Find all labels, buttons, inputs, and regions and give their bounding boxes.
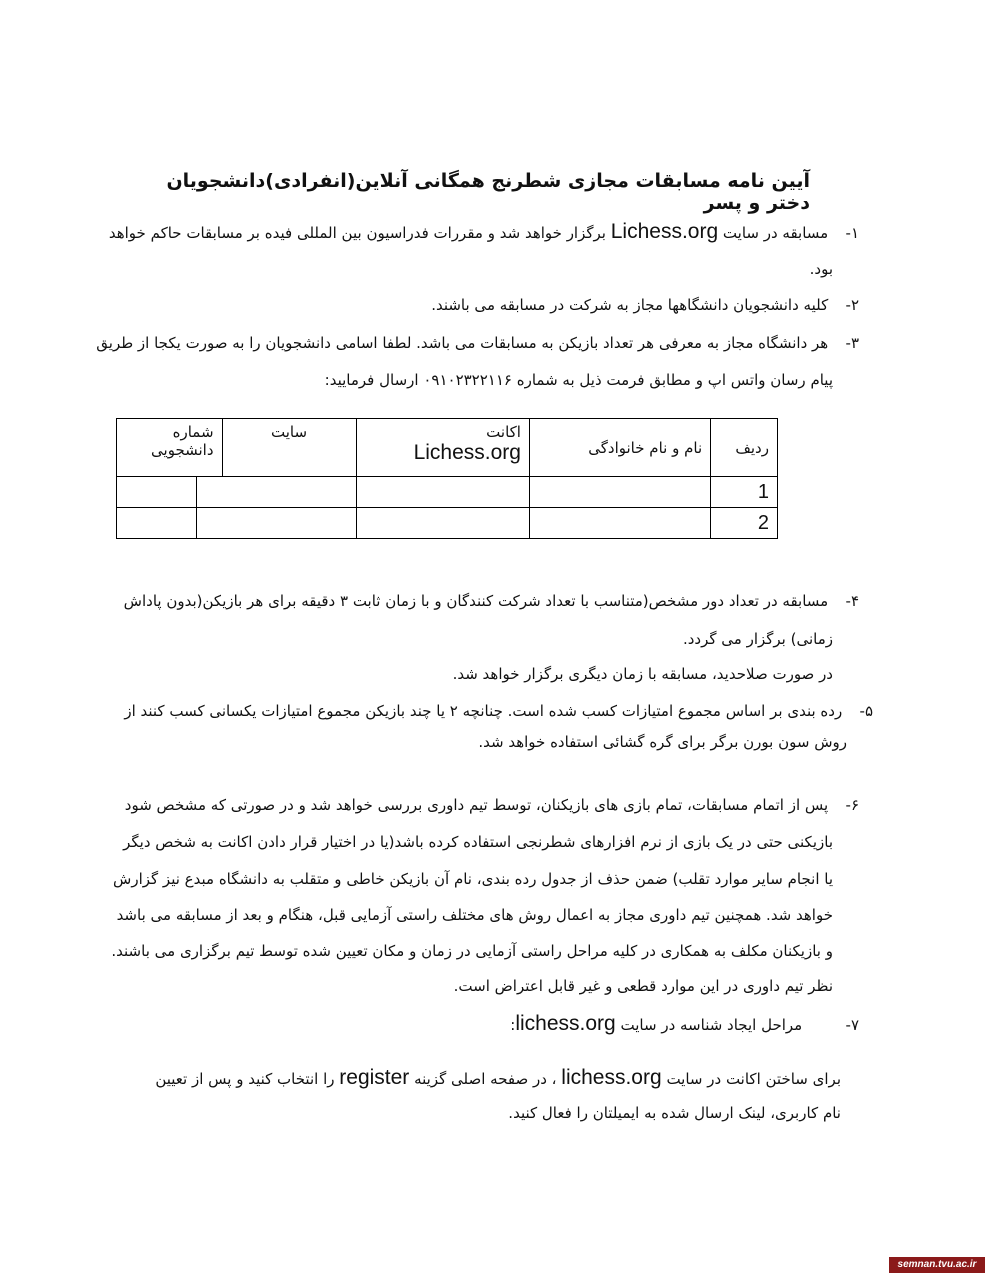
header-student-no: شماره دانشجویی [151, 423, 214, 459]
row-number: 2 [711, 508, 778, 539]
item-6-line-2: بازیکنی حتی در یک بازی از نرم افزارهای شطرنجی استفاده کرده باشد(یا در اختیار قرار دادن اکانت به شخص دیگر [123, 833, 833, 851]
footer-watermark: semnan.tvu.ac.ir [889, 1257, 985, 1273]
table-row [117, 508, 778, 539]
table-cell [117, 508, 357, 539]
table-cell [356, 477, 529, 508]
table-cell [529, 508, 710, 539]
registration-table [116, 418, 778, 539]
table-row [117, 477, 778, 508]
item-7-line-1: ۷- مراحل ایجاد شناسه در سایت lichess.org: [510, 1012, 859, 1035]
item-6-line-1: ۶- پس از اتمام مسابقات، تمام بازی های بازیکنان، توسط تیم داوری بررسی خواهد شد و در صورتی که مشخص شود [124, 796, 859, 814]
item-6-line-6: نظر تیم داوری در این موارد قطعی و غیر قابل اعتراض است. [453, 977, 833, 995]
site-name: lichess.org [561, 1066, 662, 1089]
table-header-row [117, 419, 778, 477]
item-3-line-1: ۳- هر دانشگاه مجاز به معرفی هر تعداد بازیکن به مسابقات می باشد. لطفا اسامی دانشجویان را به صورت یکجا از طریق [96, 334, 859, 352]
item-5-line-2: روش سون بورن برگر برای گره گشائی استفاده خواهد شد. [478, 733, 847, 751]
header-full-name: نام و نام خانوادگی [529, 419, 710, 477]
table-cell [529, 477, 710, 508]
header-site: سایت [222, 419, 356, 476]
document-title: آیین نامه مسابقات مجازی شطرنج همگانی آنلاین(انفرادی)دانشجویان دختر و پسر [166, 170, 810, 214]
item-3-line-2: پیام رسان واتس اپ و مطابق فرمت ذیل به شماره ۰۹۱۰۲۳۲۲۱۱۶ ارسال فرمایید: [324, 371, 833, 389]
item-4-line-3: در صورت صلاحدید، مسابقه با زمان دیگری برگزار خواهد شد. [452, 665, 833, 683]
item-4-line-1: ۴- مسابقه در تعداد دور مشخص(متناسب با تعداد شرکت کنندگان و با زمان ثابت ۳ دقیقه برای هر بازیکن(بدون پاداش [123, 592, 859, 610]
item-2-line-1: ۲- کلیه دانشجویان دانشگاهها مجاز به شرکت در مسابقه می باشند. [431, 296, 859, 314]
row-number: 1 [711, 477, 778, 508]
item-1-line-1: ۱- مسابقه در سایت Lichess.org برگزار خواهد شد و مقررات فدراسیون بین المللی فیده بر مسابقات حاکم خواهد [108, 220, 859, 243]
item-6-line-5: و بازیکنان مکلف به همکاری در کلیه مراحل راستی آزمایی در زمان و مکان تعیین شده توسط تیم برگزاری می باشند. [111, 942, 833, 960]
site-name: lichess.org [515, 1012, 616, 1035]
closing-line-2: نام کاربری، لینک ارسال شده به ایمیلتان را فعال کنید. [508, 1104, 841, 1122]
table-cell [117, 477, 357, 508]
register-option: register [339, 1066, 410, 1089]
item-6-line-4: خواهد شد. همچنین تیم داوری مجاز به اعمال روش های مختلف راستی آزمایی قبل، هنگام و بعد از مسابقه می باشد [116, 906, 833, 924]
site-name: Lichess.org [610, 220, 719, 243]
item-6-line-3: یا انجام سایر موارد تقلب) ضمن حذف از جدول رده بندی، نام آن بازیکن خاطی و متقلب به دانشگاه مبدع نیز گزارش [113, 870, 833, 888]
header-account-site: Lichess.org [413, 441, 521, 464]
item-4-line-2: زمانی) برگزار می گردد. [682, 630, 833, 648]
item-1-line-2: بود. [809, 260, 833, 278]
header-row-number: ردیف [711, 419, 778, 477]
header-site-student-no [117, 419, 357, 477]
item-5-line-1: ۵- رده بندی بر اساس مجموع امتیازات کسب شده است. چنانچه ۲ یا چند بازیکن مجموع امتیازات یکسانی کسب کنند از [124, 702, 873, 720]
table-cell [356, 508, 529, 539]
header-account: اکانت Lichess.org [356, 419, 529, 477]
closing-line-1: برای ساختن اکانت در سایت lichess.org ، در صفحه اصلی گزینه register را انتخاب کنید و پس از تعیین [155, 1066, 841, 1089]
